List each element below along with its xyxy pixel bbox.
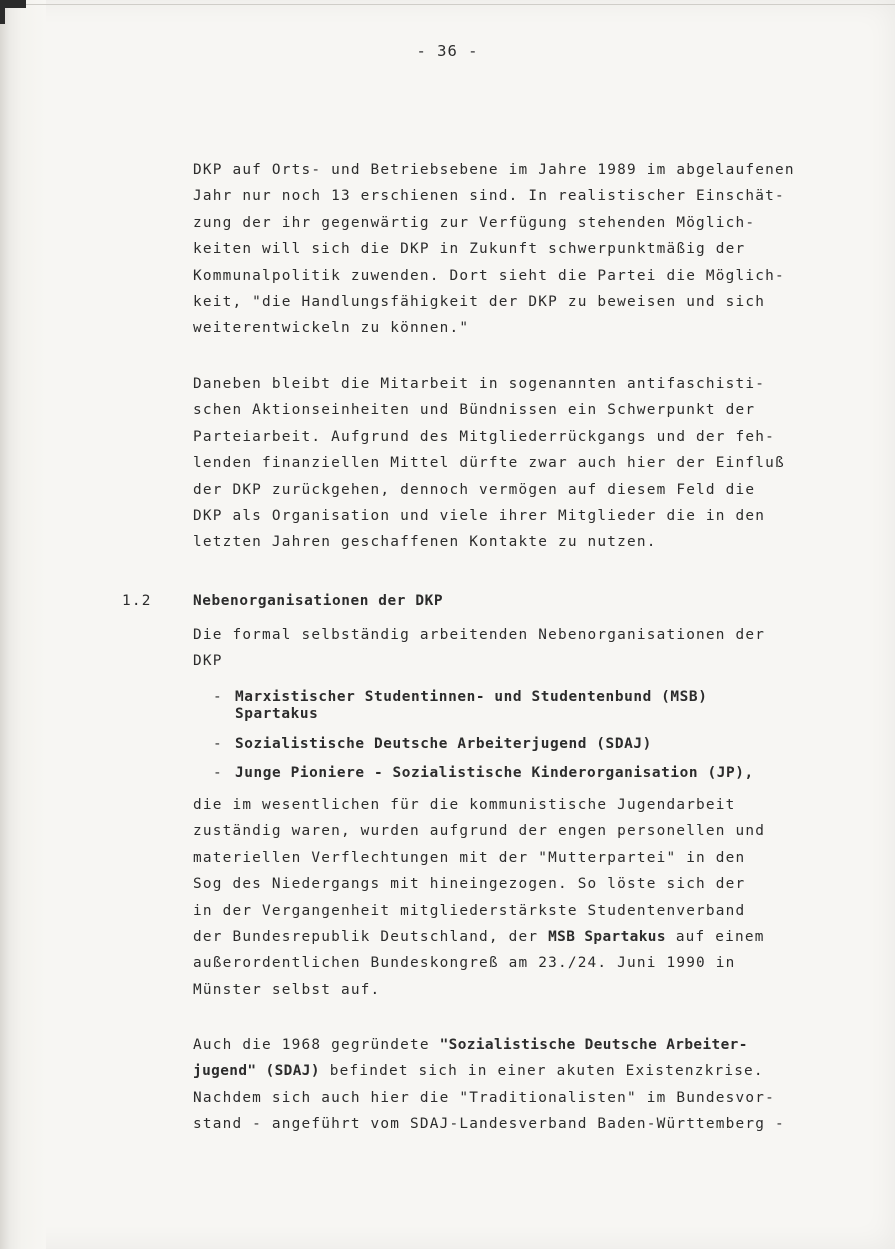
text-line: Sog des Niedergangs mit hineingezogen. So löste sich der	[193, 876, 746, 893]
text-line: zung der ihr gegenwärtig zur Verfügung stehenden Möglich-	[193, 214, 756, 231]
list-item	[213, 689, 754, 723]
page-number: - 36 -	[416, 42, 479, 60]
text-line: stand - angeführt vom SDAJ-Landesverband Baden-Württemberg -	[193, 1116, 785, 1133]
paragraph-2	[193, 371, 785, 556]
text-span: auf einem	[665, 928, 765, 945]
text-line: Parteiarbeit. Aufgrund des Mitgliederrückgangs und der feh-	[193, 428, 775, 445]
binding-edge	[0, 0, 46, 1249]
text-line: DKP als Organisation und viele ihrer Mitglieder die in den	[193, 507, 766, 524]
text-line	[193, 1032, 785, 1058]
text-line: Münster selbst auf.	[193, 981, 381, 998]
text-line: außerordentlichen Bundeskongreß am 23./24. Juni 1990 in	[193, 955, 736, 972]
text-line: lenden finanziellen Mittel dürfte zwar auch hier der Einfluß	[193, 455, 785, 472]
text-line: letzten Jahren geschaffenen Kontakte zu nutzen.	[193, 534, 657, 551]
text-line: Nachdem sich auch hier die "Traditionalisten" im Bundesvor-	[193, 1089, 775, 1106]
section-title: Nebenorganisationen der DKP	[193, 593, 444, 609]
text-line	[193, 924, 765, 950]
section-number: 1.2	[122, 593, 152, 609]
bold-text: "Sozialistische Deutsche Arbeiter-	[439, 1037, 748, 1053]
list-item	[213, 765, 754, 782]
text-line: die im wesentlichen für die kommunistische Jugendarbeit	[193, 797, 736, 813]
corner-mark	[0, 0, 26, 8]
paragraph-1	[193, 157, 795, 342]
text-line: in der Vergangenheit mitgliederstärkste Studentenverband	[193, 902, 746, 919]
list-item-text: Marxistischer Studentinnen- und Studentenbund (MSB)	[235, 689, 708, 705]
text-line: schen Aktionseinheiten und Bündnissen ein Schwerpunkt der	[193, 402, 756, 419]
text-line: Jahr nur noch 13 erschienen sind. In realistischer Einschät-	[193, 188, 785, 205]
text-line: materiellen Verflechtungen mit der "Mutterpartei" in den	[193, 849, 746, 866]
bold-text: jugend" (SDAJ)	[193, 1063, 320, 1080]
organization-list	[213, 689, 754, 782]
text-span: der Bundesrepublik Deutschland, der	[193, 928, 549, 945]
text-line: DKP	[193, 653, 223, 670]
text-line: keit, "die Handlungsfähigkeit der DKP zu beweisen und sich	[193, 293, 766, 310]
text-line: zuständig waren, wurden aufgrund der engen personellen und	[193, 823, 766, 840]
text-line: DKP auf Orts- und Betriebsebene im Jahre 1989 im abgelaufenen	[193, 162, 795, 178]
bold-text: MSB Spartakus	[548, 928, 666, 945]
text-line: Daneben bleibt die Mitarbeit in sogenannten antifaschisti-	[193, 376, 766, 392]
text-line: keiten will sich die DKP in Zukunft schwerpunktmäßig der	[193, 241, 746, 258]
text-span: befindet sich in einer akuten Existenzkrise.	[319, 1063, 764, 1080]
paragraph-3	[193, 792, 765, 1003]
text-span: Auch die 1968 gegründete	[193, 1037, 440, 1053]
list-dash: -	[213, 689, 223, 705]
list-item	[213, 736, 754, 753]
list-dash: -	[213, 765, 223, 781]
text-line: der DKP zurückgehen, dennoch vermögen auf diesem Feld die	[193, 481, 756, 498]
paragraph-4	[193, 1032, 785, 1138]
section-intro	[193, 622, 765, 675]
text-line: Die formal selbständig arbeitenden Nebenorganisationen der	[193, 627, 766, 643]
list-dash: -	[213, 736, 223, 752]
corner-line	[0, 8, 5, 24]
list-item-text: Sozialistische Deutsche Arbeiterjugend (SDAJ)	[235, 736, 652, 752]
text-line	[193, 1058, 785, 1084]
text-line: weiterentwickeln zu können."	[193, 320, 470, 337]
text-line: Kommunalpolitik zuwenden. Dort sieht die Partei die Möglich-	[193, 267, 785, 284]
list-item-text: Spartakus	[235, 706, 319, 722]
list-item-text: Junge Pioniere - Sozialistische Kinderorganisation (JP),	[235, 765, 754, 781]
top-rule	[26, 4, 895, 5]
